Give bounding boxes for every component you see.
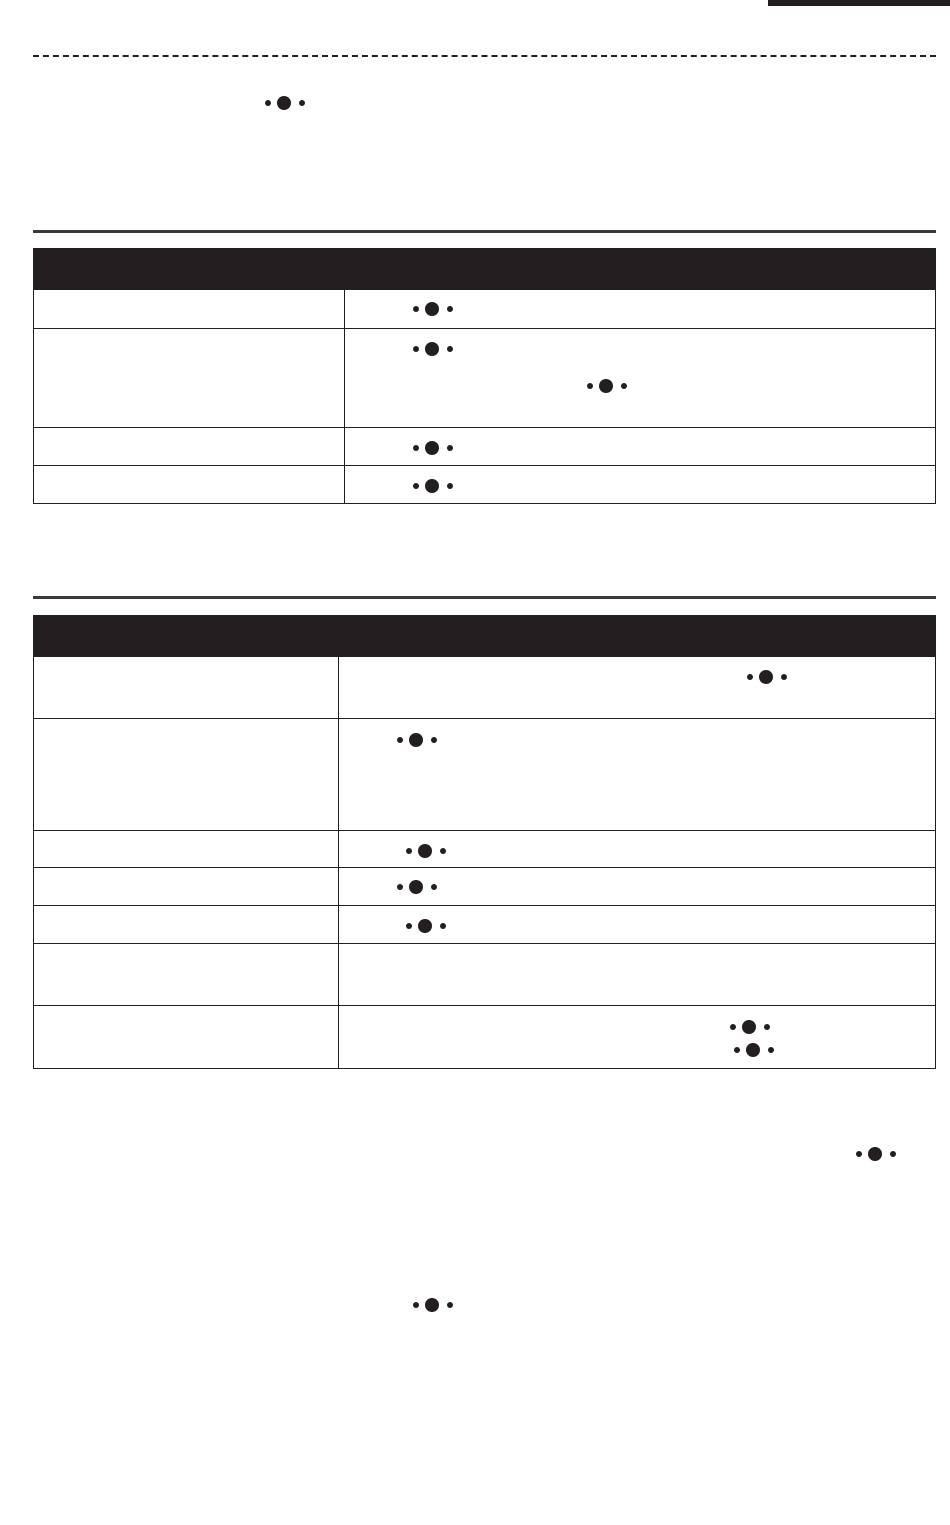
table-cell bbox=[339, 906, 936, 944]
table-cell bbox=[34, 831, 339, 868]
table-cell bbox=[345, 428, 936, 466]
section-divider-2 bbox=[33, 596, 936, 599]
multi-function-button-icon bbox=[265, 96, 305, 110]
multi-function-button-icon bbox=[406, 919, 446, 933]
multi-function-button-icon bbox=[747, 670, 787, 684]
multi-function-button-icon bbox=[413, 302, 453, 316]
table-header-cell bbox=[345, 249, 936, 290]
table-cell bbox=[34, 719, 339, 831]
table-row bbox=[34, 657, 936, 719]
multi-function-button-icon bbox=[730, 1020, 770, 1034]
table-row bbox=[34, 1006, 936, 1069]
table-cell bbox=[339, 1006, 936, 1069]
table-header-cell bbox=[339, 616, 936, 657]
multi-function-button-icon bbox=[587, 379, 627, 393]
table-cell bbox=[34, 428, 345, 466]
table-cell bbox=[345, 290, 936, 329]
table-header-row bbox=[34, 249, 936, 290]
table-cell bbox=[34, 1006, 339, 1069]
table-row bbox=[34, 290, 936, 329]
table-cell bbox=[339, 944, 936, 1006]
multi-function-button-icon bbox=[413, 342, 453, 356]
multi-function-button-icon bbox=[413, 441, 453, 455]
table-row bbox=[34, 831, 936, 868]
table-cell bbox=[34, 329, 345, 428]
table-row bbox=[34, 329, 936, 428]
multi-function-button-icon bbox=[413, 1298, 453, 1312]
dashed-divider bbox=[33, 55, 936, 57]
multi-function-button-icon bbox=[397, 880, 437, 894]
section-divider-1 bbox=[33, 230, 936, 233]
table-cell bbox=[345, 329, 936, 428]
table-row bbox=[34, 428, 936, 466]
table-cell bbox=[34, 944, 339, 1006]
multi-function-button-icon bbox=[734, 1043, 774, 1057]
table-row bbox=[34, 868, 936, 906]
table-row bbox=[34, 906, 936, 944]
table-cell bbox=[34, 657, 339, 719]
table-cell bbox=[34, 466, 345, 504]
table-cell bbox=[339, 719, 936, 831]
table-header-cell bbox=[34, 249, 345, 290]
controls-table-2 bbox=[33, 615, 936, 1069]
multi-function-button-icon bbox=[406, 844, 446, 858]
table-cell bbox=[345, 466, 936, 504]
multi-function-button-icon bbox=[413, 479, 453, 493]
table-cell bbox=[339, 831, 936, 868]
multi-function-button-icon bbox=[397, 733, 437, 747]
table-row bbox=[34, 944, 936, 1006]
controls-table-1 bbox=[33, 248, 936, 504]
table-cell bbox=[34, 906, 339, 944]
multi-function-button-icon bbox=[856, 1147, 896, 1161]
table-row bbox=[34, 466, 936, 504]
table-cell bbox=[34, 290, 345, 329]
table-cell bbox=[34, 868, 339, 906]
table-row bbox=[34, 719, 936, 831]
table-cell bbox=[339, 868, 936, 906]
table-header-row bbox=[34, 616, 936, 657]
table-header-cell bbox=[34, 616, 339, 657]
page-tab-marker bbox=[768, 0, 950, 6]
table-cell bbox=[339, 657, 936, 719]
